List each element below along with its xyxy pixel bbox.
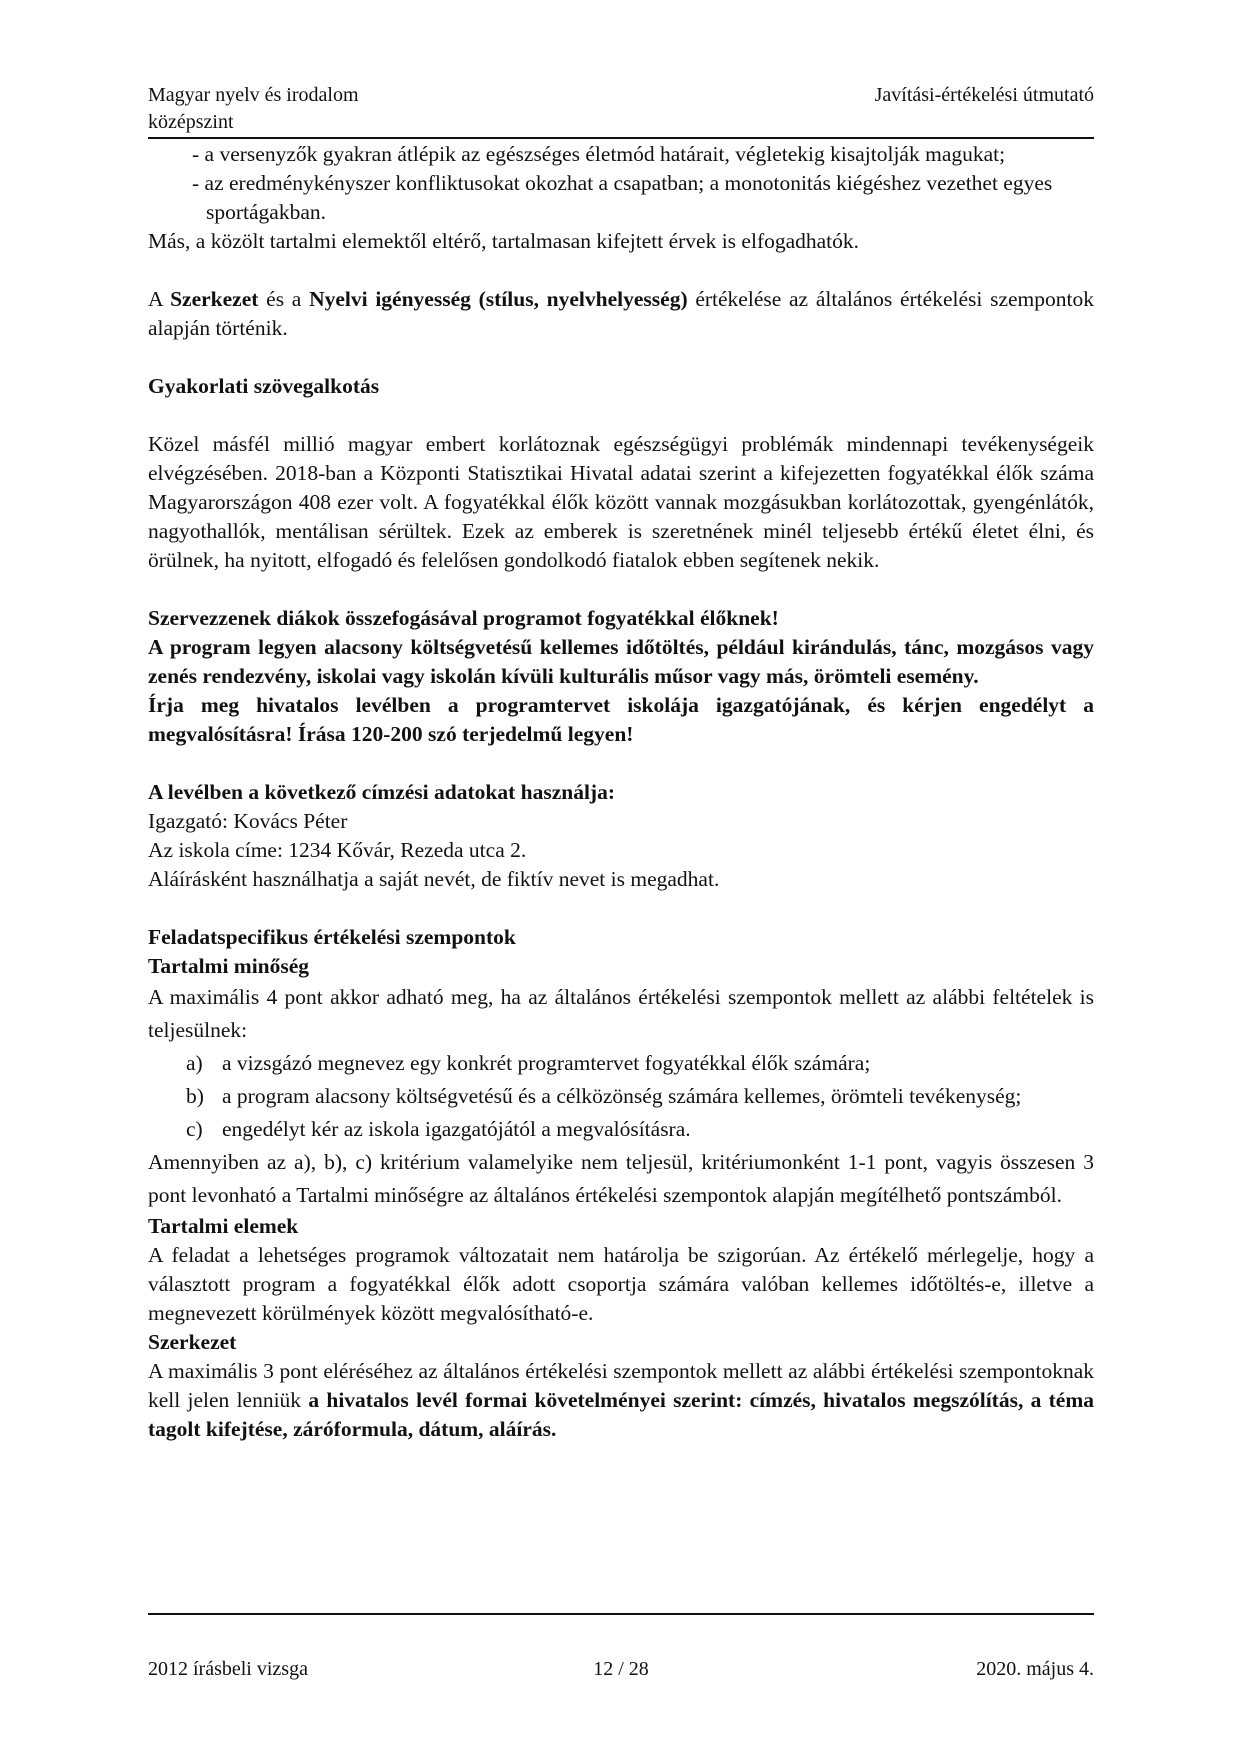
text-run: és a [258, 287, 310, 311]
task-instruction: A program legyen alacsony költségvetésű kellemes időtöltés, például kirándulás, tánc, mozgásos vagy zenés rendezvény, iskolai vagy iskolán kívüli kulturális műsor vagy más, örömteli esemény. [148, 635, 1094, 688]
quality-note: Amennyiben az a), b), c) kritérium valamelyike nem teljesül, kritériumonként 1-1 pont, vagyis összesen 3 pont levonható a Tartalmi minőségre az általános értékelési szempontok alapján megítélhető pontszámból. [148, 1150, 1094, 1207]
criteria-item-label: b) [186, 1084, 204, 1108]
quality-title: Tartalmi minőség [148, 954, 310, 978]
document-body [148, 140, 1094, 1444]
intro-bullet: - az eredménykényszer konfliktusokat okozhat a csapatban; a monotonitás kiégéshez vezethet egyes sportágakban. [192, 171, 1053, 224]
elements-text: A feladat a lehetséges programok változatait nem határolja be szigorúan. Az értékelő mérlegelje, hogy a választott program a fogyatékkal élők adott csoportja számára valóban kellemes időtöltés-e, illetve a megnevezett körülmények között megvalósítható-e. [148, 1243, 1094, 1325]
header-doc-type: Javítási-értékelési útmutató [874, 84, 1094, 106]
text-run: értékelése az általános értékelési szempontok alapján történik. [148, 287, 1094, 340]
criteria-item [186, 1080, 1094, 1113]
intro-bullet: - a versenyzők gyakran átlépik az egészséges életmód határait, végletekig kisajtolják magukat; [192, 142, 1006, 166]
address-title: A levélben a következő címzési adatokat használja: [148, 780, 615, 804]
address-line: Igazgató: Kovács Péter [148, 809, 348, 833]
header-divider [148, 137, 1094, 139]
header-subject [148, 82, 359, 136]
structure-title: Szerkezet [148, 1330, 237, 1354]
criteria-item-label: a) [186, 1051, 203, 1075]
text-run-bold: Szerkezet [170, 287, 259, 311]
section-title: Gyakorlati szövegalkotás [148, 374, 380, 398]
criteria-item [186, 1047, 1094, 1080]
text-run-bold: a hivatalos levél formai követelményei szerint: címzés, hivatalos megszólítás, a téma tagolt kifejtése, záróformula, dátum, aláírás. [148, 1388, 1094, 1441]
footer-page-number: 12 / 28 [593, 1658, 649, 1680]
task-instruction: Írja meg hivatalos levélben a programtervet iskolája igazgatójának, és kérjen engedélyt a megvalósításra! Írása 120-200 szó terjedelmű legyen! [148, 693, 1094, 746]
text-run-bold: Nyelvi igényesség (stílus, nyelvhelyesség) [309, 287, 688, 311]
structure-text [148, 1357, 1094, 1444]
address-line: Aláírásként használhatja a saját nevét, de fiktív nevet is megadhat. [148, 867, 720, 891]
header-subject-line2: középszint [148, 111, 234, 133]
header-subject-line1: Magyar nyelv és irodalom [148, 84, 359, 106]
criteria-item-label: c) [186, 1117, 203, 1141]
footer-exam: 2012 írásbeli vizsga [148, 1658, 308, 1680]
footer-date: 2020. május 4. [976, 1658, 1094, 1680]
footer-divider [148, 1613, 1094, 1615]
structure-language-note [148, 285, 1094, 343]
text-run: A [148, 287, 171, 311]
quality-intro: A maximális 4 pont akkor adható meg, ha az általános értékelési szempontok mellett az alábbi feltételek is teljesülnek: [148, 985, 1094, 1042]
criteria-item-text: engedélyt kér az iskola igazgatójától a megvalósításra. [222, 1117, 691, 1141]
address-line: Az iskola címe: 1234 Kővár, Rezeda utca 2. [148, 838, 527, 862]
task-context: Közel másfél millió magyar embert korlátoznak egészségügyi problémák mindennapi tevékenységeik elvégzésében. 2018-ban a Központi Statisztikai Hivatal adatai szerint a kifejezetten fogyatékkal élők száma Magyarországon 408 ezer volt. A fogyatékkal élők között vannak mozgásukban korlátozottak, gyengénlátók, nagyothallók, mentálisan sérültek. Ezek az emberek is szeretnének minél teljesebb értékű életet élni, és örülnek, ha nyitott, elfogadó és felelősen gondolkodó fiatalok ebben segítenek nekik. [148, 432, 1094, 572]
task-instruction: Szervezzenek diákok összefogásával programot fogyatékkal élőknek! [148, 606, 779, 630]
criteria-title: Feladatspecifikus értékelési szempontok [148, 925, 516, 949]
criteria-item [186, 1113, 1094, 1146]
criteria-item-text: a vizsgázó megnevez egy konkrét programtervet fogyatékkal élők számára; [222, 1051, 871, 1075]
page-header [148, 82, 1094, 138]
page-footer [148, 1658, 1094, 1688]
text-run: A maximális 3 pont eléréséhez az általános értékelési szempontok mellett az alábbi értékelési szempontoknak kell jelen lenniük [148, 1359, 1094, 1412]
other-arguments-note: Más, a közölt tartalmi elemektől eltérő, tartalmasan kifejtett érvek is elfogadhatók. [148, 229, 860, 253]
elements-title: Tartalmi elemek [148, 1214, 299, 1238]
criteria-item-text: a program alacsony költségvetésű és a célközönség számára kellemes, örömteli tevékenység; [222, 1084, 1022, 1108]
document-page [148, 82, 1094, 1444]
